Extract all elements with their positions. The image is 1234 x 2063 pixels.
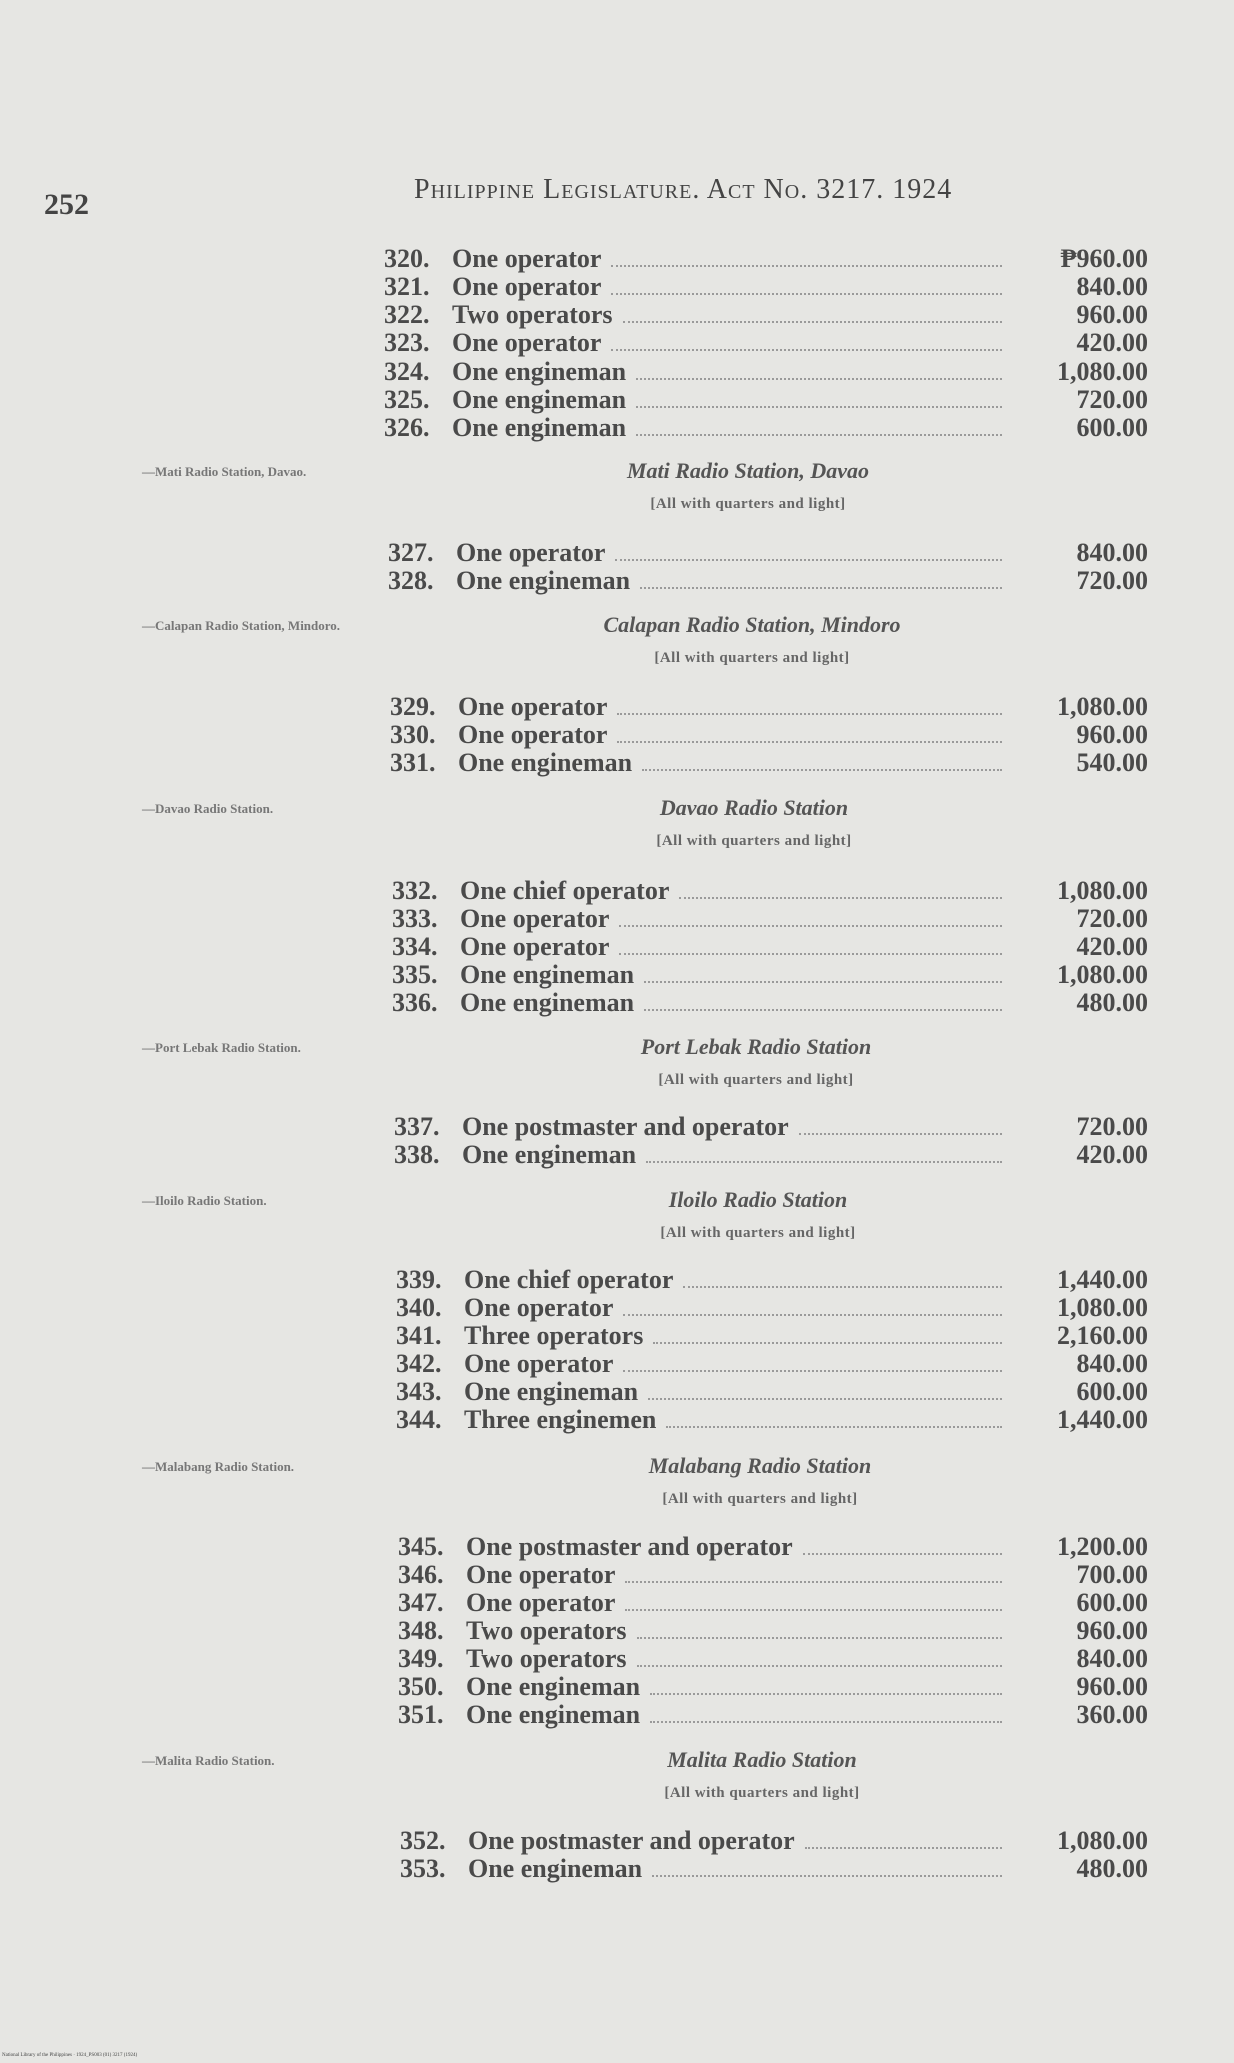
section-title: Malita Radio Station (667, 1747, 857, 1772)
item-number: 347. (398, 1588, 444, 1617)
item-description: One operator (466, 1588, 616, 1617)
item-amount: 720.00 (1076, 1112, 1148, 1141)
section-subtitle: [All with quarters and light] (664, 1785, 860, 1801)
item-number: 326. (384, 413, 430, 442)
line-item (396, 1293, 1148, 1321)
dot-leader (625, 1608, 1002, 1611)
item-amount: 600.00 (1076, 1588, 1148, 1617)
item-number: 351. (398, 1700, 444, 1729)
item-amount: 480.00 (1076, 1854, 1148, 1883)
line-item (390, 720, 1148, 748)
item-number: 332. (392, 876, 438, 905)
dot-leader (636, 405, 1002, 408)
item-amount: 960.00 (1076, 300, 1148, 329)
line-item (396, 1265, 1148, 1293)
dot-leader (653, 1341, 1002, 1344)
item-number: 333. (392, 904, 438, 933)
dot-leader (611, 264, 1002, 267)
item-number: 323. (384, 328, 430, 357)
item-description: One engineman (466, 1672, 641, 1701)
line-item (398, 1672, 1148, 1700)
item-amount: 1,200.00 (1057, 1532, 1148, 1561)
margin-note: —Port Lebak Radio Station. (142, 1040, 301, 1055)
dot-leader (683, 1285, 1002, 1288)
item-amount: 1,080.00 (1057, 1826, 1148, 1855)
item-amount: 420.00 (1076, 328, 1148, 357)
item-description: One engineman (466, 1700, 641, 1729)
item-amount: 960.00 (1076, 1672, 1148, 1701)
item-number: 327. (388, 538, 434, 567)
dot-leader (640, 586, 1002, 589)
item-amount: 1,080.00 (1057, 357, 1148, 386)
item-number: 328. (388, 566, 434, 595)
item-description: Three operators (464, 1321, 644, 1350)
item-description: One engineman (452, 357, 627, 386)
item-amount: 540.00 (1076, 748, 1148, 777)
item-amount: 840.00 (1076, 1349, 1148, 1378)
line-item (400, 1854, 1148, 1882)
item-amount: 1,440.00 (1057, 1405, 1148, 1434)
item-number: 335. (392, 960, 438, 989)
line-item (384, 385, 1148, 413)
item-description: One engineman (460, 988, 635, 1017)
item-number: 334. (392, 932, 438, 961)
item-number: 344. (396, 1405, 442, 1434)
item-amount: 700.00 (1076, 1560, 1148, 1589)
margin-note: —Davao Radio Station. (142, 801, 274, 816)
item-description: One engineman (462, 1140, 637, 1169)
item-amount: 1,080.00 (1057, 876, 1148, 905)
dot-leader (637, 1636, 1002, 1639)
running-head: Philippine Legislature. Act No. 3217. 1924 (414, 174, 953, 205)
section-subtitle: [All with quarters and light] (660, 1225, 856, 1241)
dot-leader (805, 1846, 1002, 1849)
line-item (396, 1405, 1148, 1433)
item-amount: 1,080.00 (1057, 1293, 1148, 1322)
item-description: One engineman (460, 960, 635, 989)
item-amount: 960.00 (1076, 720, 1148, 749)
item-number: 343. (396, 1377, 442, 1406)
item-description: Two operators (452, 300, 613, 329)
item-number: 341. (396, 1321, 442, 1350)
item-amount: 2,160.00 (1057, 1321, 1148, 1350)
item-number: 345. (398, 1532, 444, 1561)
line-item (398, 1588, 1148, 1616)
dot-leader (644, 980, 1002, 983)
item-number: 339. (396, 1265, 442, 1294)
item-amount: 1,440.00 (1057, 1265, 1148, 1294)
item-number: 336. (392, 988, 438, 1017)
item-description: One operator (452, 272, 602, 301)
line-item (394, 1112, 1148, 1140)
item-number: 352. (400, 1826, 446, 1855)
item-number: 350. (398, 1672, 444, 1701)
dot-leader (637, 1664, 1002, 1667)
line-item (398, 1700, 1148, 1728)
footer-credit: National Library of the Philippines · 1924_PS003 (01) 3217 (1924) (2, 2053, 138, 2058)
item-amount: 1,080.00 (1057, 692, 1148, 721)
item-description: One operator (464, 1293, 614, 1322)
item-amount: 420.00 (1076, 1140, 1148, 1169)
page-number: 252 (44, 188, 89, 221)
dot-leader (625, 1580, 1002, 1583)
dot-leader (611, 292, 1002, 295)
margin-note: —Calapan Radio Station, Mindoro. (142, 618, 341, 633)
item-description: One postmaster and operator (462, 1112, 789, 1141)
item-description: One engineman (468, 1854, 643, 1883)
line-item (390, 692, 1148, 720)
item-description: Two operators (466, 1616, 627, 1645)
item-description: One operator (460, 932, 610, 961)
dot-leader (619, 952, 1002, 955)
section-subtitle: [All with quarters and light] (656, 833, 852, 849)
item-amount: 840.00 (1076, 272, 1148, 301)
item-amount: 720.00 (1076, 385, 1148, 414)
dot-leader (642, 768, 1002, 771)
item-number: 348. (398, 1616, 444, 1645)
item-description: One engineman (456, 566, 631, 595)
item-number: 329. (390, 692, 436, 721)
line-item (394, 1140, 1148, 1168)
dot-leader (636, 433, 1002, 436)
section-subtitle: [All with quarters and light] (662, 1491, 858, 1507)
line-item (384, 328, 1148, 356)
item-number: 337. (394, 1112, 440, 1141)
dot-leader (650, 1692, 1002, 1695)
item-description: One engineman (464, 1377, 639, 1406)
item-number: 340. (396, 1293, 442, 1322)
line-item (392, 904, 1148, 932)
item-amount: 840.00 (1076, 538, 1148, 567)
dot-leader (666, 1425, 1002, 1428)
line-item (388, 566, 1148, 594)
item-number: 338. (394, 1140, 440, 1169)
dot-leader (611, 348, 1002, 351)
item-amount: 960.00 (1076, 1616, 1148, 1645)
margin-note: —Malita Radio Station. (142, 1753, 275, 1768)
line-item (384, 357, 1148, 385)
item-number: 342. (396, 1349, 442, 1378)
line-item (400, 1826, 1148, 1854)
section-title: Davao Radio Station (659, 795, 849, 820)
line-item (398, 1644, 1148, 1672)
item-description: One operator (458, 692, 608, 721)
dot-leader (636, 377, 1002, 380)
item-amount: 720.00 (1076, 904, 1148, 933)
item-number: 331. (390, 748, 436, 777)
section-subtitle: [All with quarters and light] (654, 650, 850, 666)
item-description: Three enginemen (464, 1405, 657, 1434)
dot-leader (623, 1313, 1002, 1316)
item-description: One postmaster and operator (466, 1532, 793, 1561)
dot-leader (644, 1008, 1002, 1011)
dot-leader (679, 896, 1002, 899)
line-item (392, 960, 1148, 988)
item-description: One operator (456, 538, 606, 567)
item-number: 330. (390, 720, 436, 749)
line-item (384, 300, 1148, 328)
item-description: One engineman (452, 385, 627, 414)
item-amount: 480.00 (1076, 988, 1148, 1017)
line-item (384, 413, 1148, 441)
item-description: Two operators (466, 1644, 627, 1673)
line-item (392, 932, 1148, 960)
item-amount: 420.00 (1076, 932, 1148, 961)
item-description: One engineman (458, 748, 633, 777)
line-item (396, 1349, 1148, 1377)
item-number: 349. (398, 1644, 444, 1673)
line-item (396, 1321, 1148, 1349)
item-description: One operator (466, 1560, 616, 1589)
line-item (396, 1377, 1148, 1405)
line-item (392, 988, 1148, 1016)
margin-note: —Mati Radio Station, Davao. (142, 464, 307, 479)
section-title: Mati Radio Station, Davao (626, 458, 870, 483)
dot-leader (615, 558, 1002, 561)
dot-leader (803, 1552, 1002, 1555)
item-amount: 360.00 (1076, 1700, 1148, 1729)
line-item (398, 1616, 1148, 1644)
item-description: One operator (464, 1349, 614, 1378)
item-number: 353. (400, 1854, 446, 1883)
line-item (398, 1532, 1148, 1560)
line-item (388, 538, 1148, 566)
section-title: Port Lebak Radio Station (640, 1034, 872, 1059)
dot-leader (623, 320, 1002, 323)
item-number: 320. (384, 244, 430, 273)
item-description: One operator (452, 328, 602, 357)
section-title: Iloilo Radio Station (668, 1187, 848, 1212)
item-number: 322. (384, 300, 430, 329)
dot-leader (799, 1132, 1002, 1135)
line-item (384, 272, 1148, 300)
item-description: One operator (460, 904, 610, 933)
dot-leader (617, 740, 1002, 743)
item-description: One operator (458, 720, 608, 749)
margin-note: —Iloilo Radio Station. (142, 1193, 267, 1208)
line-item (398, 1560, 1148, 1588)
dot-leader (652, 1874, 1002, 1877)
dot-leader (623, 1369, 1002, 1372)
item-amount: 600.00 (1076, 1377, 1148, 1406)
item-amount: 600.00 (1076, 413, 1148, 442)
dot-leader (617, 712, 1002, 715)
dot-leader (648, 1397, 1002, 1400)
item-number: 346. (398, 1560, 444, 1589)
item-description: One chief operator (460, 876, 670, 905)
item-number: 325. (384, 385, 430, 414)
line-item (390, 748, 1148, 776)
dot-leader (646, 1160, 1002, 1163)
dot-leader (650, 1720, 1002, 1723)
item-description: One postmaster and operator (468, 1826, 795, 1855)
margin-note: —Malabang Radio Station. (142, 1459, 295, 1474)
item-description: One engineman (452, 413, 627, 442)
dot-leader (619, 924, 1002, 927)
item-number: 321. (384, 272, 430, 301)
section-title: Calapan Radio Station, Mindoro (603, 612, 901, 637)
item-amount: ₱960.00 (1060, 244, 1148, 273)
line-item (392, 876, 1148, 904)
item-amount: 720.00 (1076, 566, 1148, 595)
item-description: One operator (452, 244, 602, 273)
section-subtitle: [All with quarters and light] (658, 1072, 854, 1088)
line-item (384, 244, 1148, 272)
section-subtitle: [All with quarters and light] (650, 496, 846, 512)
item-amount: 840.00 (1076, 1644, 1148, 1673)
item-amount: 1,080.00 (1057, 960, 1148, 989)
item-description: One chief operator (464, 1265, 674, 1294)
section-title: Malabang Radio Station (648, 1453, 872, 1478)
item-number: 324. (384, 357, 430, 386)
